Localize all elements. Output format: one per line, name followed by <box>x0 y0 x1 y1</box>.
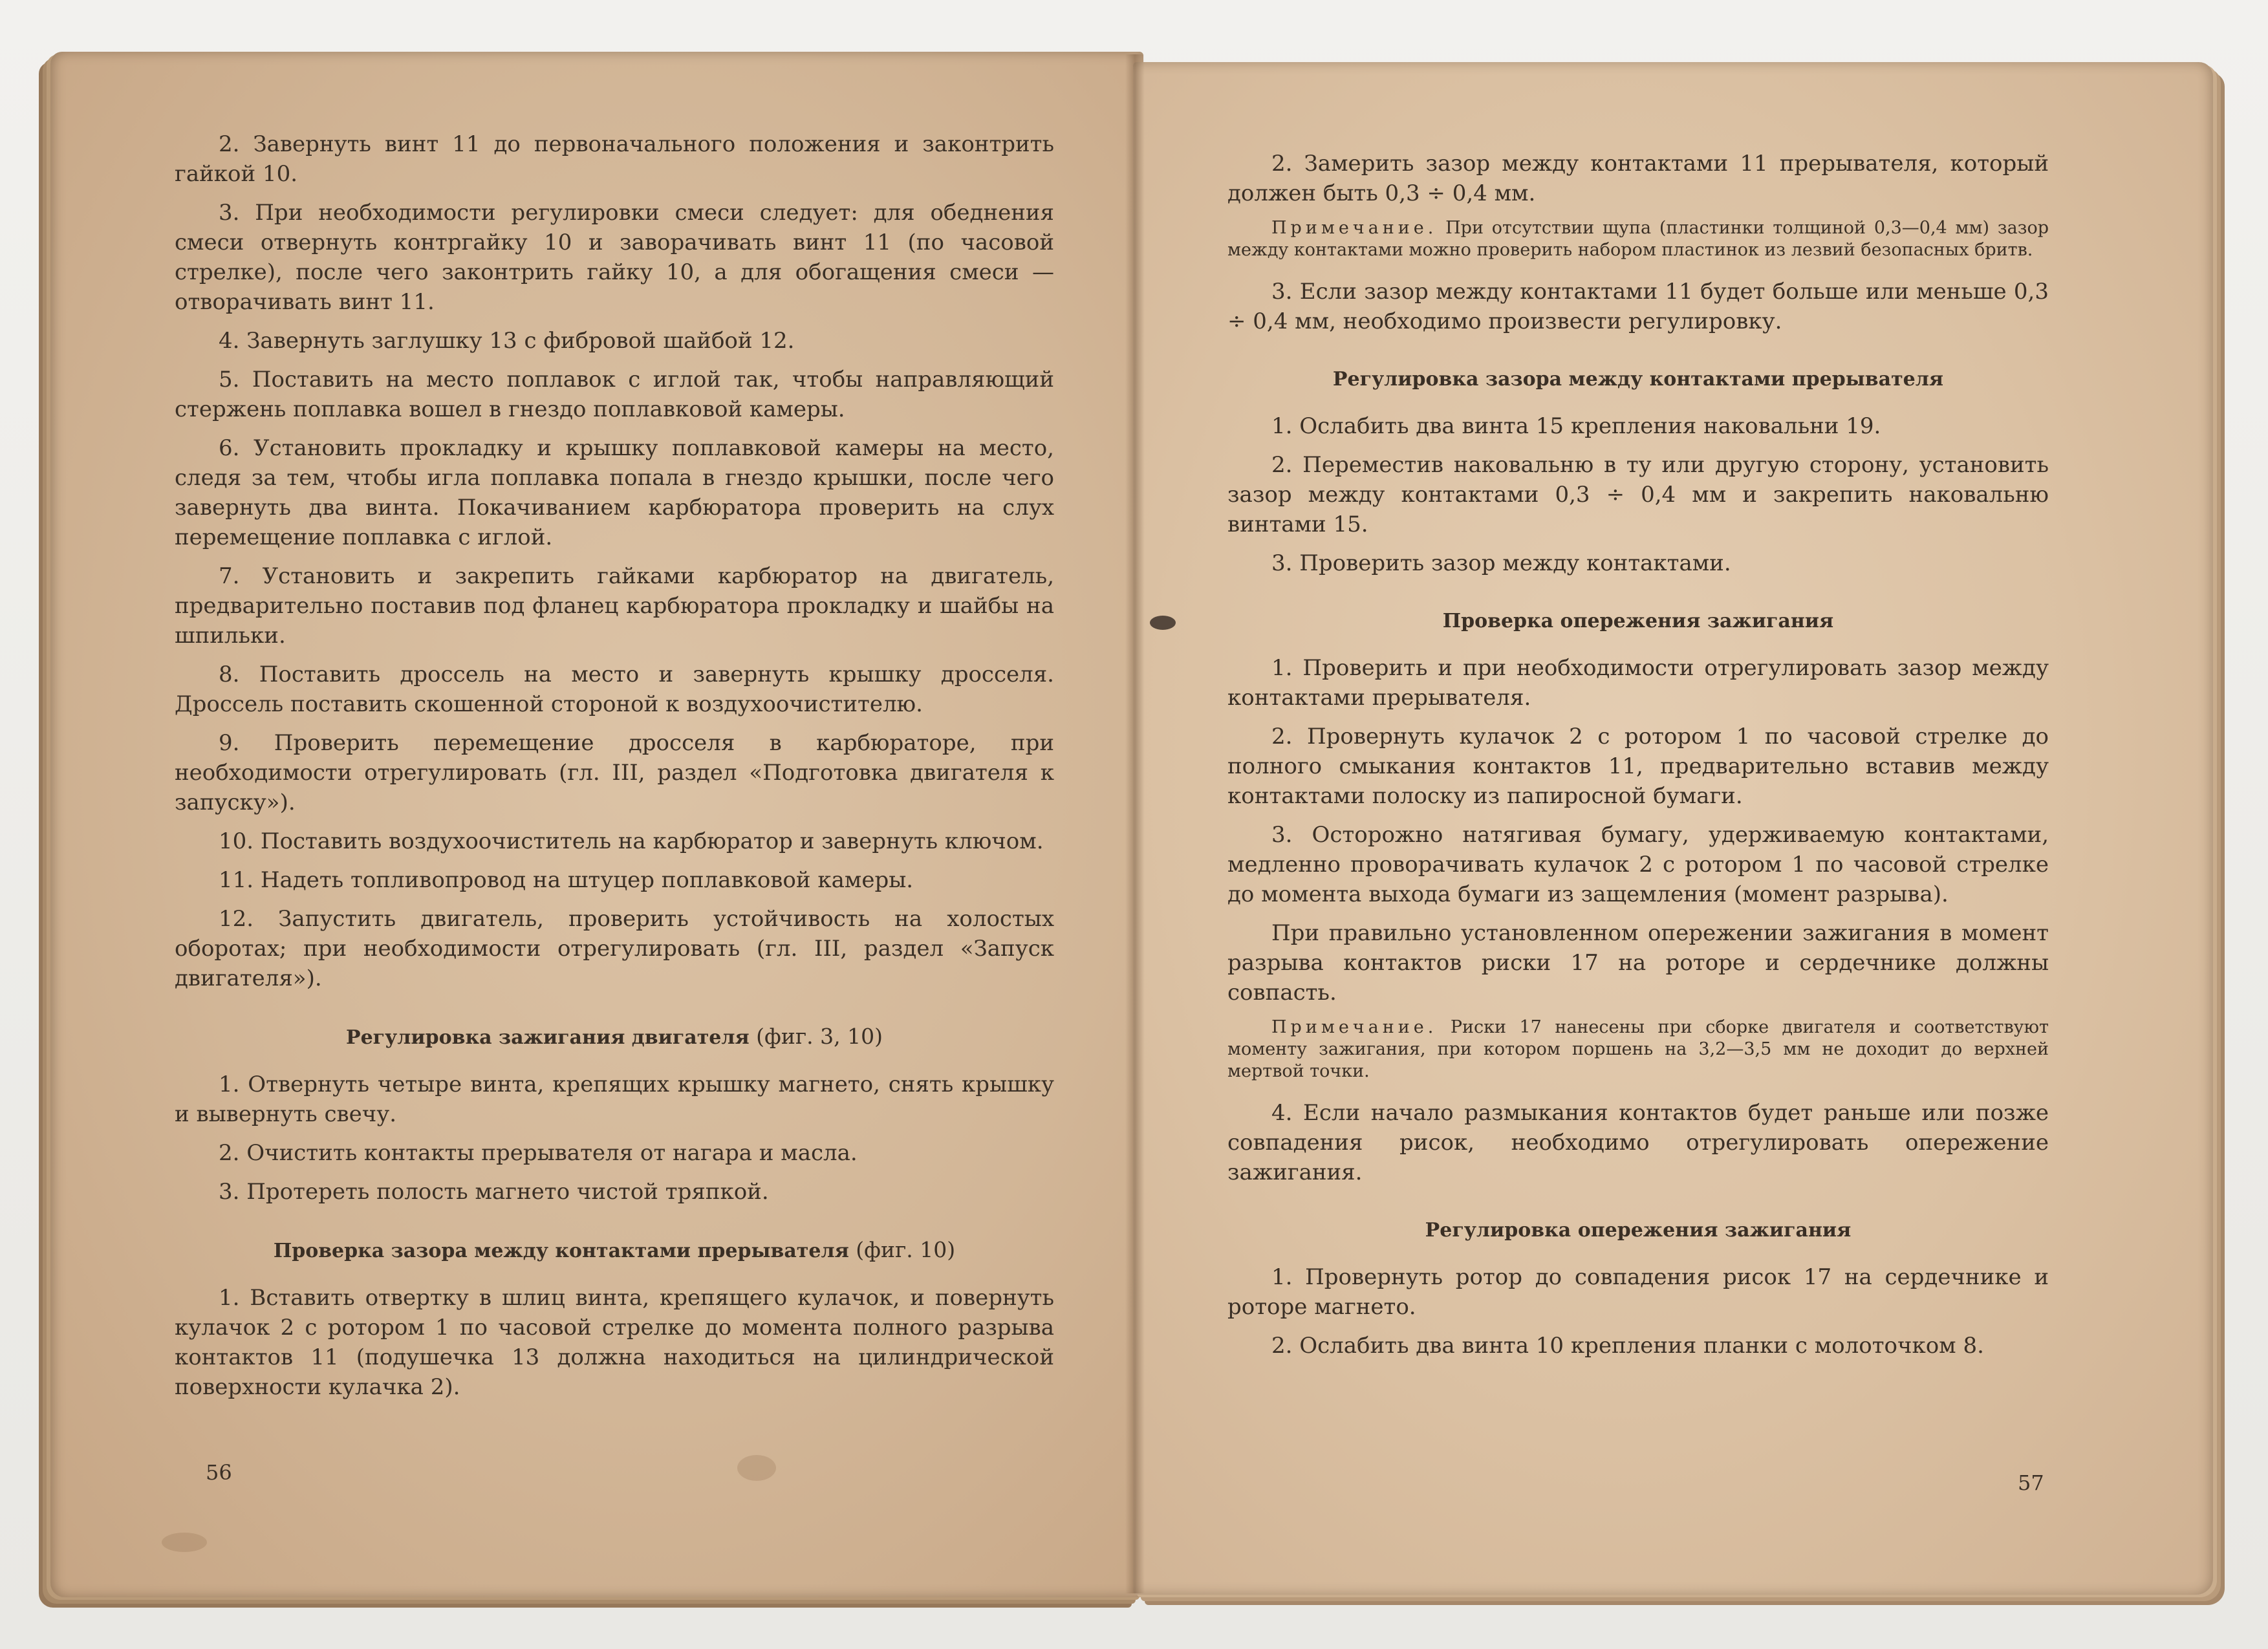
note <box>1227 217 2049 261</box>
heading-figure-ref: (фиг. 10) <box>856 1237 956 1262</box>
page-number-left: 56 <box>206 1460 232 1485</box>
note-label: Примечание. <box>1271 218 1438 238</box>
paragraph: 1. Проверить и при необходимости отрегулировать зазор между контактами прерывателя. <box>1227 655 2049 711</box>
paragraph: 3. Проверить зазор между контактами. <box>1271 550 1731 576</box>
paragraph: 2. Завернуть винт 11 до первоначального положения и законтрить гайкой 10. <box>175 131 1054 187</box>
paragraph: 2. Переместив наковальню в ту или другую сторону, установить зазор между контактами 0,3 ÷ 0,4 мм и закрепить наковальню винтами 15. <box>1227 452 2049 537</box>
section-heading-gap-check <box>175 1235 1054 1266</box>
section-heading-gap-adjust: Регулировка зазора между контактами прерывателя <box>1332 368 1944 391</box>
paragraph: 3. Осторожно натягивая бумагу, удерживаемую контактами, медленно проворачивать кулачок 2 с ротором 1 по часовой стрелке до момента выхода бумаги из защемления (момент разрыва). <box>1227 822 2049 907</box>
book-gutter <box>1125 54 1145 1593</box>
paragraph: 2. Ослабить два винта 10 крепления планки с молоточком 8. <box>1271 1333 1984 1359</box>
paragraph: 2. Замерить зазор между контактами 11 прерывателя, который должен быть 0,3 ÷ 0,4 мм. <box>1227 151 2049 206</box>
paragraph: 12. Запустить двигатель, проверить устойчивость на холостых оборотах; при необходимости отрегулировать (гл. III, раздел «Запуск двигателя»). <box>175 906 1054 991</box>
paragraph: 4. Завернуть заглушку 13 с фибровой шайбой 12. <box>219 328 795 354</box>
paragraph: 7. Установить и закрепить гайками карбюратор на двигатель, предварительно поставив под фланец карбюратора прокладку и шайбы на шпильки. <box>175 563 1054 649</box>
note-text: При отсутствии щупа (пластинки толщиной 0,3—0,4 мм) зазор между контактами можно проверить набором пластинок из лезвий безопасных бритв. <box>1227 218 2049 260</box>
paragraph: 6. Установить прокладку и крышку поплавковой камеры на место, следя за тем, чтобы игла поплавка попала в гнездо крышки, после чего завернуть два винта. Покачиванием карбюратора проверить на слух перемещение поплавка с иглой. <box>175 435 1054 550</box>
paragraph: 1. Провернуть ротор до совпадения рисок 17 на сердечнике и роторе магнето. <box>1227 1264 2049 1320</box>
note-text: Риски 17 нанесены при сборке двигателя и соответствуют моменту зажигания, при котором поршень на 3,2—3,5 мм не доходит до верхней мертвой точки. <box>1227 1017 2049 1081</box>
paragraph: 1. Вставить отвертку в шлиц винта, крепящего кулачок, и повернуть кулачок 2 с ротором 1 по часовой стрелке до момента полного разрыва контактов 11 (подушечка 13 должна находиться на цилиндрической поверхности кулачка 2). <box>175 1285 1054 1400</box>
paragraph: 3. При необходимости регулировки смеси следует: для обеднения смеси отвернуть контргайку 10 и заворачивать винт 11 (по часовой стрелке), после чего законтрить гайку 10, а для обогащения смеси — отворачивать винт 11. <box>175 200 1054 315</box>
ink-blot <box>1150 616 1176 630</box>
note <box>1227 1017 2049 1083</box>
section-heading-timing-check: Проверка опережения зажигания <box>1442 610 1834 632</box>
paragraph: 2. Очистить контакты прерывателя от нагара и масла. <box>219 1140 858 1166</box>
paragraph: 9. Проверить перемещение дросселя в карбюраторе, при необходимости отрегулировать (гл. III, раздел «Подготовка двигателя к запуску»). <box>175 730 1054 815</box>
paragraph: 5. Поставить на место поплавок с иглой так, чтобы направляющий стержень поплавка вошел в гнездо поплавковой камеры. <box>175 367 1054 422</box>
paragraph: 11. Надеть топливопровод на штуцер поплавковой камеры. <box>219 867 914 893</box>
paragraph: 1. Отвернуть четыре винта, крепящих крышку магнето, снять крышку и вывернуть свечу. <box>175 1072 1054 1127</box>
right-page-text <box>1227 149 2049 1370</box>
paper-stain <box>162 1533 207 1552</box>
note-label: Примечание. <box>1271 1017 1438 1037</box>
page-number-right: 57 <box>2018 1471 2044 1495</box>
section-heading-timing-adjust: Регулировка опережения зажигания <box>1425 1219 1852 1242</box>
paragraph: 2. Провернуть кулачок 2 с ротором 1 по часовой стрелке до полного смыкания контактов 11, предварительно вставив между контактами полоску из папиросной бумаги. <box>1227 724 2049 809</box>
paragraph: 4. Если начало размыкания контактов будет раньше или позже совпадения рисок, необходимо отрегулировать опережение зажигания. <box>1227 1100 2049 1185</box>
paragraph: 3. Если зазор между контактами 11 будет больше или меньше 0,3 ÷ 0,4 мм, необходимо произвести регулировку. <box>1227 279 2049 334</box>
heading-title: Проверка зазора между контактами прерывателя <box>273 1240 849 1262</box>
paragraph: 1. Ослабить два винта 15 крепления наковальни 19. <box>1271 413 1881 439</box>
section-heading-ignition <box>175 1022 1054 1053</box>
paragraph: При правильно установленном опережении зажигания в момент разрыва контактов риски 17 на роторе и сердечнике должны совпасть. <box>1227 920 2049 1006</box>
paragraph: 8. Поставить дроссель на место и завернуть крышку дросселя. Дроссель поставить скошенной стороной к воздухоочистителю. <box>175 662 1054 717</box>
heading-figure-ref: (фиг. 3, 10) <box>756 1024 883 1049</box>
paper-stain <box>737 1455 776 1481</box>
left-page-text <box>175 129 1054 1411</box>
paragraph: 10. Поставить воздухоочиститель на карбюратор и завернуть ключом. <box>219 828 1044 854</box>
paragraph: 3. Протереть полость магнето чистой тряпкой. <box>219 1179 769 1205</box>
heading-title: Регулировка зажигания двигателя <box>346 1026 750 1049</box>
